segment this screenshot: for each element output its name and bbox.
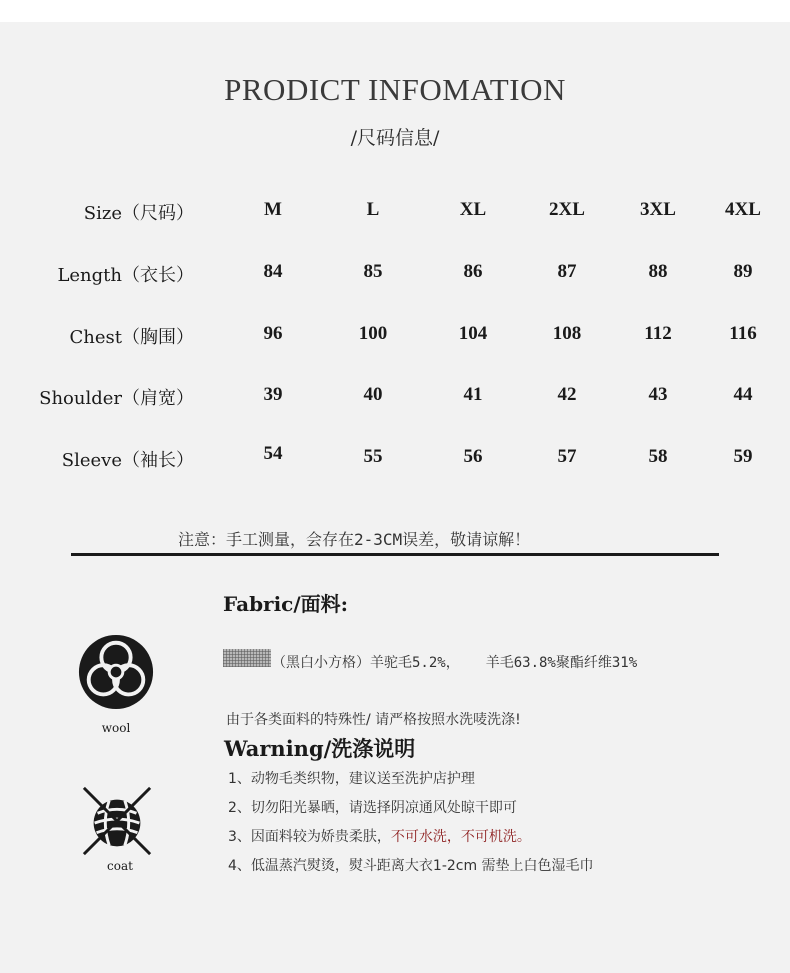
table-cell: 86 bbox=[463, 261, 483, 282]
table-cell: 54 bbox=[263, 443, 283, 464]
fabric-description bbox=[272, 652, 637, 672]
row-label-size: Size（尺码） bbox=[83, 203, 194, 224]
size-header-4xl: 4XL bbox=[725, 199, 761, 220]
table-cell: 89 bbox=[733, 261, 753, 282]
care-note: 由于各类面料的特殊性/ 请严格按照水洗唛洗涤! bbox=[226, 712, 521, 728]
warning-item-highlight: 不可水洗，不可机洗。 bbox=[390, 829, 531, 845]
table-cell: 42 bbox=[557, 384, 577, 405]
measurement-note: 注意：手工测量，会存在2-3CM误差，敬请谅解！ bbox=[178, 530, 531, 549]
row-label-chest: Chest（胸围） bbox=[69, 327, 194, 348]
table-cell: 104 bbox=[458, 323, 488, 344]
table-cell: 84 bbox=[263, 261, 283, 282]
row-label-shoulder: Shoulder（肩宽） bbox=[39, 388, 194, 409]
warning-item-text: 3、因面料较为娇贵柔肤， bbox=[228, 829, 391, 845]
size-header-xl: XL bbox=[459, 199, 487, 220]
wool-icon bbox=[77, 633, 155, 711]
page-title: PRODICT INFOMATION bbox=[224, 72, 566, 107]
table-cell: 55 bbox=[363, 446, 383, 467]
size-header-3xl: 3XL bbox=[640, 199, 676, 220]
table-cell: 100 bbox=[358, 323, 388, 344]
wool-caption: wool bbox=[101, 721, 131, 735]
coat-caption: coat bbox=[107, 859, 133, 873]
table-cell: 40 bbox=[363, 384, 383, 405]
size-header-2xl: 2XL bbox=[549, 199, 585, 220]
table-cell: 44 bbox=[733, 384, 753, 405]
table-cell: 41 bbox=[463, 384, 483, 405]
size-header-l: L bbox=[366, 199, 380, 220]
table-cell: 59 bbox=[733, 446, 753, 467]
table-cell: 87 bbox=[557, 261, 577, 282]
warning-item: 2、切勿阳光暴晒，请选择阴凉通风处晾干即可 bbox=[228, 800, 517, 816]
page-subtitle: /尺码信息/ bbox=[350, 127, 440, 149]
fabric-pattern: （黑白小方格）羊驼毛5.2%， bbox=[272, 655, 460, 671]
table-cell: 56 bbox=[463, 446, 483, 467]
coat-icon bbox=[80, 784, 154, 858]
table-cell: 58 bbox=[648, 446, 668, 467]
fabric-composition: 羊毛63.8%聚酯纤维31% bbox=[485, 655, 638, 671]
divider bbox=[71, 553, 719, 556]
table-cell: 108 bbox=[552, 323, 582, 344]
table-cell: 112 bbox=[644, 323, 672, 344]
warning-heading: Warning/洗涤说明 bbox=[224, 736, 416, 761]
row-label-length: Length（衣长） bbox=[57, 265, 194, 286]
table-cell: 85 bbox=[363, 261, 383, 282]
table-cell: 43 bbox=[648, 384, 668, 405]
table-cell: 57 bbox=[557, 446, 577, 467]
table-cell: 39 bbox=[263, 384, 283, 405]
table-cell: 88 bbox=[648, 261, 668, 282]
table-cell: 96 bbox=[263, 323, 283, 344]
warning-item: 1、动物毛类织物，建议送至洗护店护理 bbox=[228, 771, 475, 787]
table-cell: 116 bbox=[729, 323, 757, 344]
fabric-heading: Fabric/面料: bbox=[223, 592, 349, 616]
warning-item: 4、低温蒸汽熨烫，熨斗距离大衣1-2cm 需垫上白色湿毛巾 bbox=[228, 858, 594, 874]
size-header-m: M bbox=[264, 199, 282, 220]
fabric-swatch bbox=[223, 649, 271, 667]
row-label-sleeve: Sleeve（袖长） bbox=[61, 450, 194, 471]
warning-item bbox=[228, 826, 531, 846]
